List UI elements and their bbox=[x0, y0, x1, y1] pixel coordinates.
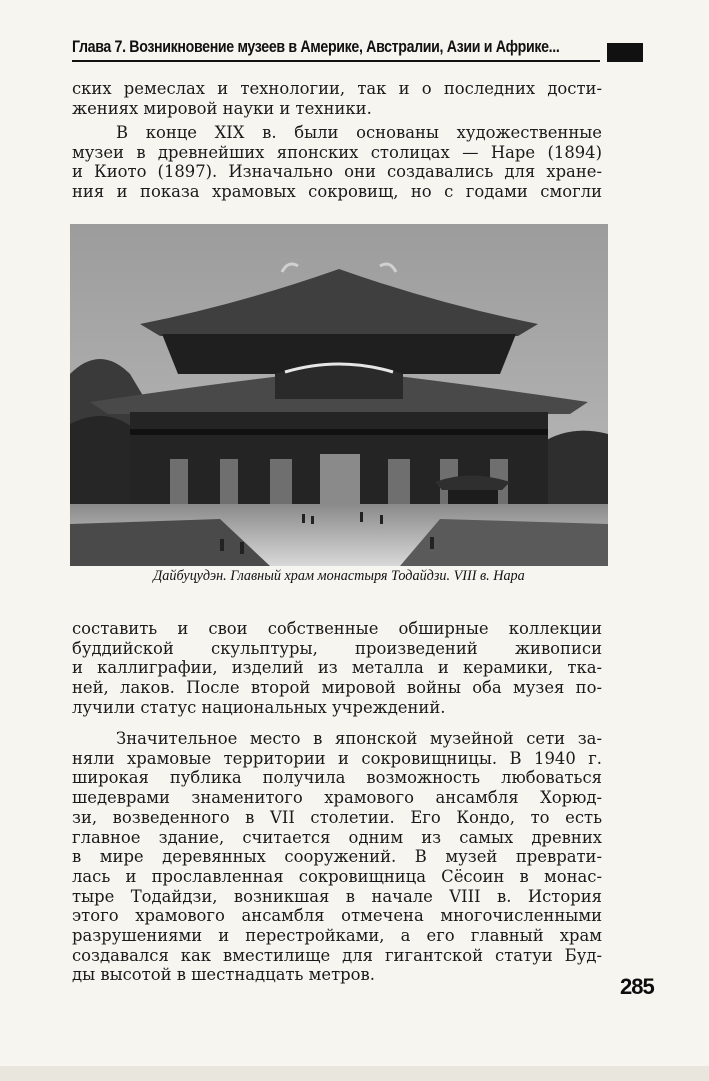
text-line: зи, возведенного в VII столетии. Его Кондо, то есть bbox=[72, 807, 602, 827]
paragraph-2 bbox=[72, 123, 602, 202]
running-header-title: Глава 7. Возникновение музеев в Америке, Австралии, Азии и Африке... bbox=[72, 38, 560, 56]
text-line: Значительное место в японской музейной сети за- bbox=[116, 729, 602, 748]
text-line: лучили статус национальных учреждений. bbox=[72, 697, 446, 717]
text-line: составить и свои собственные обширные коллекции bbox=[72, 619, 602, 638]
paragraph-1 bbox=[72, 79, 602, 118]
text-line: ния и показа храмовых сокровищ, но с годами смогли bbox=[72, 182, 602, 202]
paragraph-4 bbox=[72, 729, 602, 985]
text-line: ских ремеслах и технологии, так и о последних дости- bbox=[72, 79, 602, 98]
text-line: буддийской скульптуры, произведений живописи bbox=[72, 638, 602, 658]
text-line: создавался как вместилище для гигантской статуи Буд- bbox=[72, 945, 602, 965]
text-line: разрушениями и перестройками, а его главный храм bbox=[72, 926, 602, 946]
text-line: музеи в древнейших японских столицах — Наре (1894) bbox=[72, 142, 602, 162]
text-line: жениях мировой науки и техники. bbox=[72, 98, 372, 118]
paragraph-3 bbox=[72, 619, 602, 718]
text-line: этого храмового ансамбля отмечена многочисленными bbox=[72, 906, 602, 926]
text-line: тыре Тодайдзи, возникшая в начале VIII в. История bbox=[72, 886, 602, 906]
text-line: в мире деревянных сооружений. В музей преврати- bbox=[72, 847, 602, 867]
header-rule bbox=[72, 60, 600, 62]
text-line: шедеврами знаменитого храмового ансамбля Хорюд- bbox=[72, 788, 602, 808]
figure-caption: Дайбуцудэн. Главный храм монастыря Тодайдзи. VIII в. Нара bbox=[153, 568, 525, 584]
header-tab-marker bbox=[607, 43, 643, 62]
page-number: 285 bbox=[620, 974, 654, 999]
text-line: и каллиграфии, изделий из металла и керамики, тка- bbox=[72, 658, 602, 678]
scan-edge bbox=[0, 1066, 709, 1081]
text-line: В конце XIX в. были основаны художественные bbox=[116, 123, 602, 142]
temple-photo bbox=[70, 224, 608, 566]
text-line: и Киото (1897). Изначально они создавались для хране- bbox=[72, 162, 602, 182]
text-line: няли храмовые территории и сокровищницы. В 1940 г. bbox=[72, 748, 602, 768]
text-line: лась и прославленная сокровищница Сёсоин в монас- bbox=[72, 866, 602, 886]
running-header bbox=[72, 34, 642, 68]
text-line: ней, лаков. После второй мировой войны оба музея по- bbox=[72, 678, 602, 698]
text-line: широкая публика получила возможность любоваться bbox=[72, 768, 602, 788]
text-line: главное здание, считается одним из самых древних bbox=[72, 827, 602, 847]
text-line: ды высотой в шестнадцать метров. bbox=[72, 965, 375, 985]
